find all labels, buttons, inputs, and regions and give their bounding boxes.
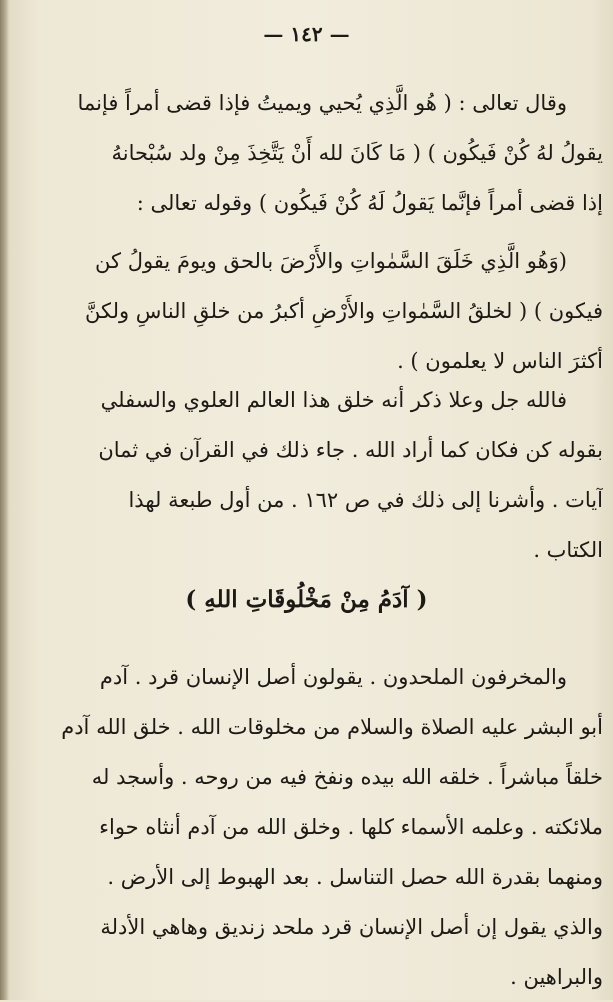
paragraph-quran-verses-1 bbox=[23, 78, 603, 228]
text-line: فيكون ) ( لخلقُ السَّمٰواتِ والأَرْضِ أكبرُ من خلقِ الناسِ ولكنَّ bbox=[84, 299, 603, 323]
text-line: الكتاب . bbox=[533, 538, 603, 562]
section-heading: ( آدَمُ مِنْ مَخْلُوقَاتِ اللهِ ) bbox=[185, 586, 428, 613]
text-line: وقال تعالى : ( هُو الَّذِي يُحيي ويميتُ فإذا قضى أمراً فإنما bbox=[77, 91, 567, 115]
text-line: والمخرفون الملحدون . يقولون أصل الإنسان قرد . آدم bbox=[99, 665, 567, 689]
paragraph-quran-verses-2 bbox=[23, 236, 603, 386]
text-line: فالله جل وعلا ذكر أنه خلق هذا العالم العلوي والسفلي bbox=[100, 388, 567, 412]
paragraph-creation bbox=[23, 375, 603, 575]
text-line: بقوله كن فكان كما أراد الله . جاء ذلك في القرآن في ثمان bbox=[98, 438, 603, 462]
text-line: يقولُ لهُ كُنْ فَيكُون ) ( مَا كَانَ لله أَنْ يَتَّخِذَ مِنْ ولد سُبْحانهُ bbox=[111, 141, 603, 165]
text-line: والذي يقول إن أصل الإنسان قرد ملحد زنديق وهاهي الأدلة bbox=[100, 915, 603, 939]
text-line: (وَهُو الَّذِي خَلَقَ السَّمٰواتِ والأَرْضَ بالحق ويومَ يقولُ كن bbox=[95, 249, 567, 273]
paragraph-adam bbox=[23, 652, 603, 1002]
text-line: خلقاً مباشراً . خلقه الله بيده ونفخ فيه من روحه . وأسجد له bbox=[91, 765, 603, 789]
text-line: ملائكته . وعلمه الأسماء كلها . وخلق الله من آدم أنثاه حواء bbox=[99, 815, 603, 839]
text-line: والبراهين . bbox=[510, 965, 603, 989]
text-line: أبو البشر عليه الصلاة والسلام من مخلوقات الله . خلق الله آدم bbox=[61, 715, 603, 739]
book-spine-shadow bbox=[0, 0, 9, 1000]
text-line: أكثرَ الناس لا يعلمون ) . bbox=[397, 349, 603, 373]
text-line: إذا قضى أمراً فإنَّما يَقولُ لَهُ كُنْ فَيكُون ) وقوله تعالى : bbox=[136, 191, 603, 215]
page-number: — ١٤٢ — bbox=[263, 22, 350, 46]
text-line: آيات . وأشرنا إلى ذلك في ص ١٦٢ . من أول طبعة لهذا bbox=[128, 488, 603, 512]
text-line: ومنهما بقدرة الله حصل التناسل . بعد الهبوط إلى الأرض . bbox=[107, 865, 603, 889]
